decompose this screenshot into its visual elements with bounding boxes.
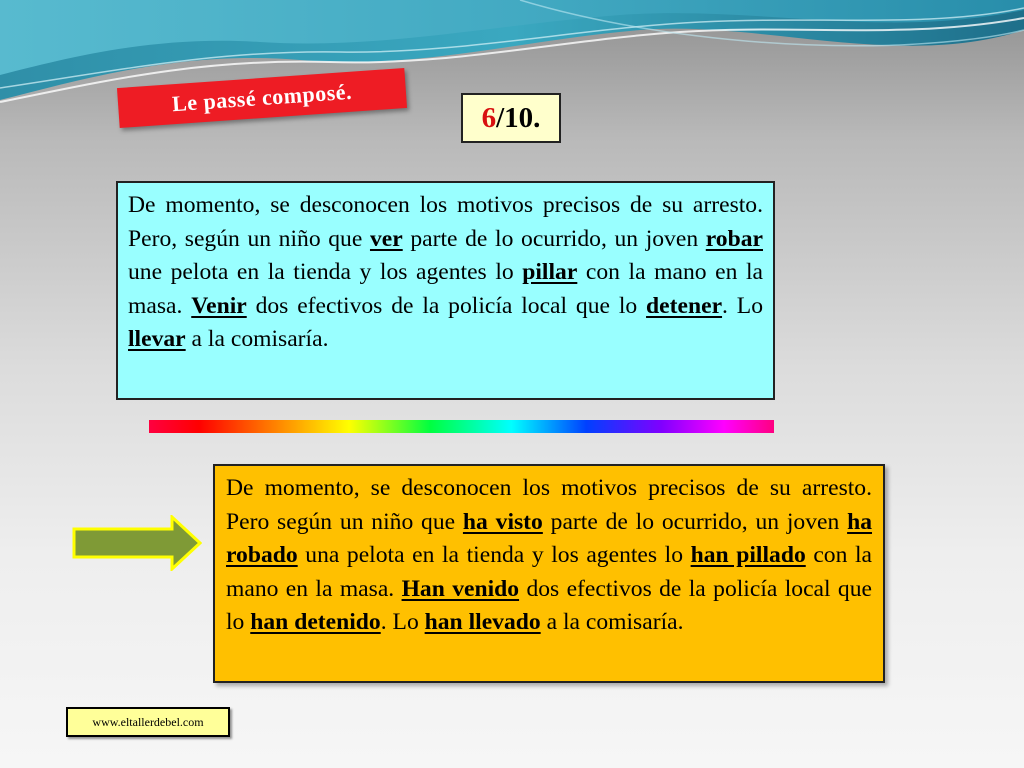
right-arrow-icon	[72, 515, 202, 571]
answer-text-box	[213, 464, 885, 683]
website-url[interactable]: www.eltallerdebel.com	[92, 714, 204, 729]
text-segment: a la comisaría.	[185, 326, 329, 353]
text-segment: con la mano en la masa.	[128, 259, 763, 319]
answer-text	[226, 472, 872, 640]
verb-conjugated: han pillado	[690, 542, 806, 569]
text-segment: De momento, se desconocen los motivos precisos de su arresto. Pero, según un niño que	[128, 192, 763, 252]
text-segment: dos efectivos de la policía local que lo	[226, 575, 872, 636]
verb-conjugated: han llevado	[424, 609, 541, 636]
text-segment: . Lo	[380, 609, 425, 636]
verb-infinitive: robar	[705, 225, 763, 252]
text-segment: parte de lo ocurrido, un joven	[402, 225, 706, 252]
verb-infinitive: Venir	[191, 292, 247, 319]
text-segment: De momento, se desconocen los motivos precisos de su arresto. Pero según un niño que	[226, 475, 872, 535]
verb-infinitive: llevar	[128, 326, 186, 353]
text-segment: con la mano en la masa.	[226, 542, 873, 602]
verb-conjugated: ha robado	[226, 508, 873, 569]
counter-current: 6	[481, 101, 497, 134]
slide-counter	[461, 93, 561, 143]
verb-infinitive: ver	[369, 225, 403, 252]
verb-infinitive: pillar	[522, 259, 578, 286]
website-link[interactable]	[66, 707, 230, 737]
text-segment: une pelota en la tienda y los agentes lo	[128, 259, 523, 286]
verb-conjugated: ha visto	[462, 508, 543, 535]
text-segment: una pelota en la tienda y los agentes lo	[297, 542, 691, 569]
verb-infinitive: detener	[646, 292, 723, 319]
slide-title: Le passé composé.	[171, 78, 353, 117]
verb-conjugated: Han venido	[401, 575, 520, 602]
text-segment: parte de lo ocurrido, un joven	[542, 508, 848, 535]
exercise-text	[128, 189, 763, 357]
verb-conjugated: han detenido	[250, 609, 381, 636]
text-segment: a la comisaría.	[540, 609, 684, 636]
exercise-text-box	[116, 181, 775, 400]
counter-total: /10.	[496, 101, 541, 134]
text-segment: . Lo	[722, 292, 763, 319]
rainbow-divider	[149, 420, 774, 433]
text-segment: dos efectivos de la policía local que lo	[246, 292, 647, 319]
